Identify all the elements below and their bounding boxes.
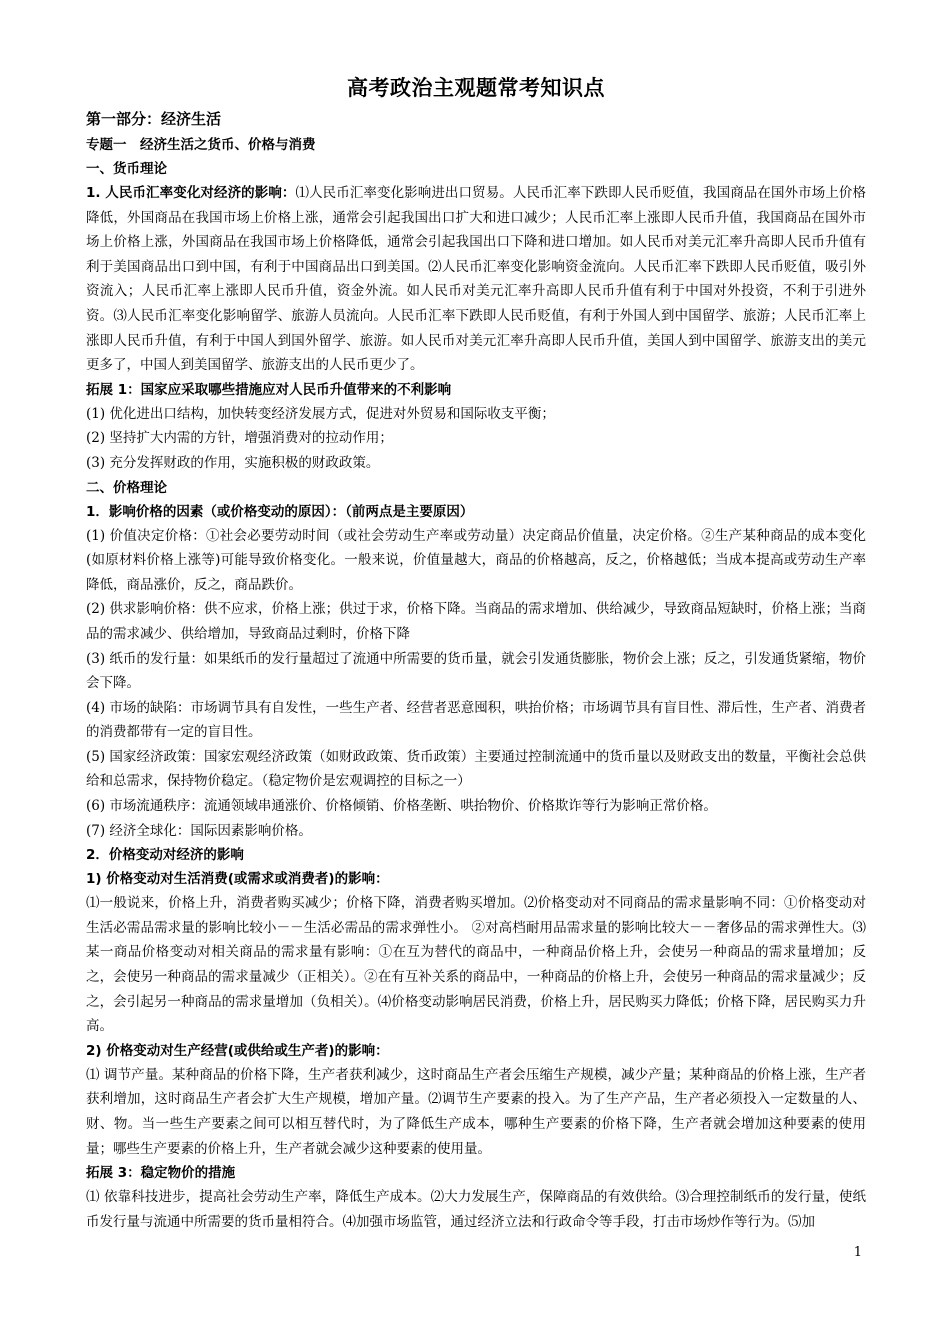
list-item: (5) 国家经济政策：国家宏观经济政策（如财政政策、货币政策）主要通过控制流通中的货币量以及财政支出的数量，平衡社会总供给和总需求，保持物价稳定。（稳定物价是宏观调控的目标之一） xyxy=(86,748,866,790)
document-title: 高考政治主观题常考知识点 xyxy=(347,76,605,100)
section-heading-price: 二、价格理论 xyxy=(86,479,167,496)
topic-heading: 专题一 经济生活之货币、价格与消费 xyxy=(86,137,316,153)
paragraph-exchange-rate xyxy=(86,181,866,378)
extension-1-heading: 拓展 1：国家应采取哪些措施应对人民币升值带来的不利影响 xyxy=(86,381,452,398)
list-item: (1) 优化进出口结构，加快转变经济发展方式，促进对外贸易和国际收支平衡； xyxy=(86,405,555,422)
list-item: (7) 经济全球化：国际因素影响价格。 xyxy=(86,822,312,839)
subsection-production-effects: 2) 价格变动对生产经营(或供给或生产者)的影响： xyxy=(86,1042,389,1059)
list-item: (2) 供求影响价格：供不应求，价格上涨；供过于求，价格下降。当商品的需求增加、供给减少，导致商品短缺时，价格上涨；当商品的需求减少、供给增加，导致商品过剩时，价格下降 xyxy=(86,601,866,642)
part-heading: 第一部分：经济生活 xyxy=(86,110,222,128)
page-number: 1 xyxy=(853,1245,862,1260)
subsection-consumption-effects: 1) 价格变动对生活消费(或需求或消费者)的影响： xyxy=(86,871,389,888)
subsection-price-factors: 1．影响价格的因素（或价格变动的原因）：（前两点是主要原因） xyxy=(86,503,474,520)
list-item: (2) 坚持扩大内需的方针，增强消费对的拉动作用； xyxy=(86,430,393,447)
list-item: (4) 市场的缺陷：市场调节具有自发性，一些生产者、经营者恶意囤积，哄抬价格；市场调节具有盲目性、滞后性，生产者、消费者的消费都带有一定的盲目性。 xyxy=(86,699,866,741)
section-heading-currency: 一、货币理论 xyxy=(86,161,167,177)
list-item: (3) 充分发挥财政的作用，实施积极的财政政策。 xyxy=(86,454,380,471)
paragraph-body: ⑴人民币汇率变化影响进出口贸易。人民币汇率下跌即人民币贬值，我国商品在国外市场上价格降低，外国商品在我国市场上价格上涨，通常会引起我国出口扩大和进口减少；人民币汇率上涨即人民币升值，我国商品在国外市场上价格上涨，外国商品在我国市场上价格降低，通常会引起我国出口下降和进口增加。如人民币对美元汇率升高即人民币升值有利于美国商品出口到中国，有利于中国商品出口到美国。⑵人民币汇率变化影响资金流向。人民币汇率下跌即人民币贬值，吸引外资流入；人民币汇率上涨即人民币升值，资金外流。如人民币对美元汇率升高即人民币升值有利于中国对外投资，不利于引进外资。⑶人民币汇率变化影响留学、旅游人员流向。人民币汇率下跌即人民币贬值，有利于外国人到中国留学、旅游；人民币汇率上涨即人民币升值，有利于中国人到国外留学、旅游。如人民币对美元汇率升高即人民币升值，美国人到中国留学、旅游支出的美元更多了，中国人到美国留学、旅游支出的人民币更少了。 xyxy=(86,185,866,374)
list-item: (6) 市场流通秩序：流通领域串通涨价、价格倾销、价格垄断、哄抬物价、价格欺诈等行为影响正常价格。 xyxy=(86,798,717,815)
subsection-price-effects: 2．价格变动对经济的影响 xyxy=(86,847,244,864)
list-item: (1) 价值决定价格：①社会必要劳动时间（或社会劳动生产率或劳动量）决定商品价值量，决定价格。②生产某种商品的成本变化(如原材料价格上涨等)可能导致价格变化。一般来说，价值量越大，商品的价格越高，反之，价格越低；当成本提高或劳动生产率降低，商品涨价，反之，商品跌价。 xyxy=(86,527,866,593)
paragraph-consumption: ⑴一般说来，价格上升，消费者购买减少；价格下降，消费者购买增加。⑵价格变动对不同商品的需求量影响不同：①价格变动对生活必需品需求量的影响比较小－－生活必需品的需求弹性小。 ②对高档耐用品需求量的影响比较大－－奢侈品的需求弹性大。⑶某一商品价格变动对相关商品的需求量有影响：①在互为替代的商品中，一种商品价格上升，会使另一种商品的需求量增加；反之，会使另一种商品的需求量减少（正相关）。②在有互补关系的商品中，一种商品的价格上升，会使另一种商品的需求量减少；反之，会引起另一种商品的需求量增加（负相关）。⑷价格变动影响居民消费，价格上升，居民购买力降低；价格下降，居民购买力升高。 xyxy=(86,895,866,1035)
paragraph-production: ⑴ 调节产量。某种商品的价格下降，生产者获利减少，这时商品生产者会压缩生产规模，减少产量；某种商品的价格上涨，生产者获利增加，这时商品生产者会扩大生产规模，增加产量。⑵调节生产要素的投入。为了生产产品，生产者必须投入一定数量的人、财、物。当一些生产要素之间可以相互替代时，为了降低生产成本，哪种生产要素的价格下降，生产者就会增加这种要素的使用量；哪些生产要素的价格上升，生产者就会减少这种要素的使用量。 xyxy=(86,1066,866,1157)
extension-3-heading: 拓展 3：稳定物价的措施 xyxy=(86,1165,236,1182)
list-item: (3) 纸币的发行量：如果纸币的发行量超过了流通中所需要的货币量，就会引发通货膨胀，物价会上涨；反之，引发通货紧缩，物价会下降。 xyxy=(86,650,866,692)
paragraph-lead: 1. 人民币汇率变化对经济的影响： xyxy=(86,185,296,201)
paragraph-stabilize-prices: ⑴ 依靠科技进步，提高社会劳动生产率，降低生产成本。⑵大力发展生产，保障商品的有效供给。⑶合理控制纸币的发行量，使纸币发行量与流通中所需要的货币量相符合。⑷加强市场监管，通过经济立法和行政命令等手段，打击市场炒作等行为。⑸加 xyxy=(86,1189,866,1230)
